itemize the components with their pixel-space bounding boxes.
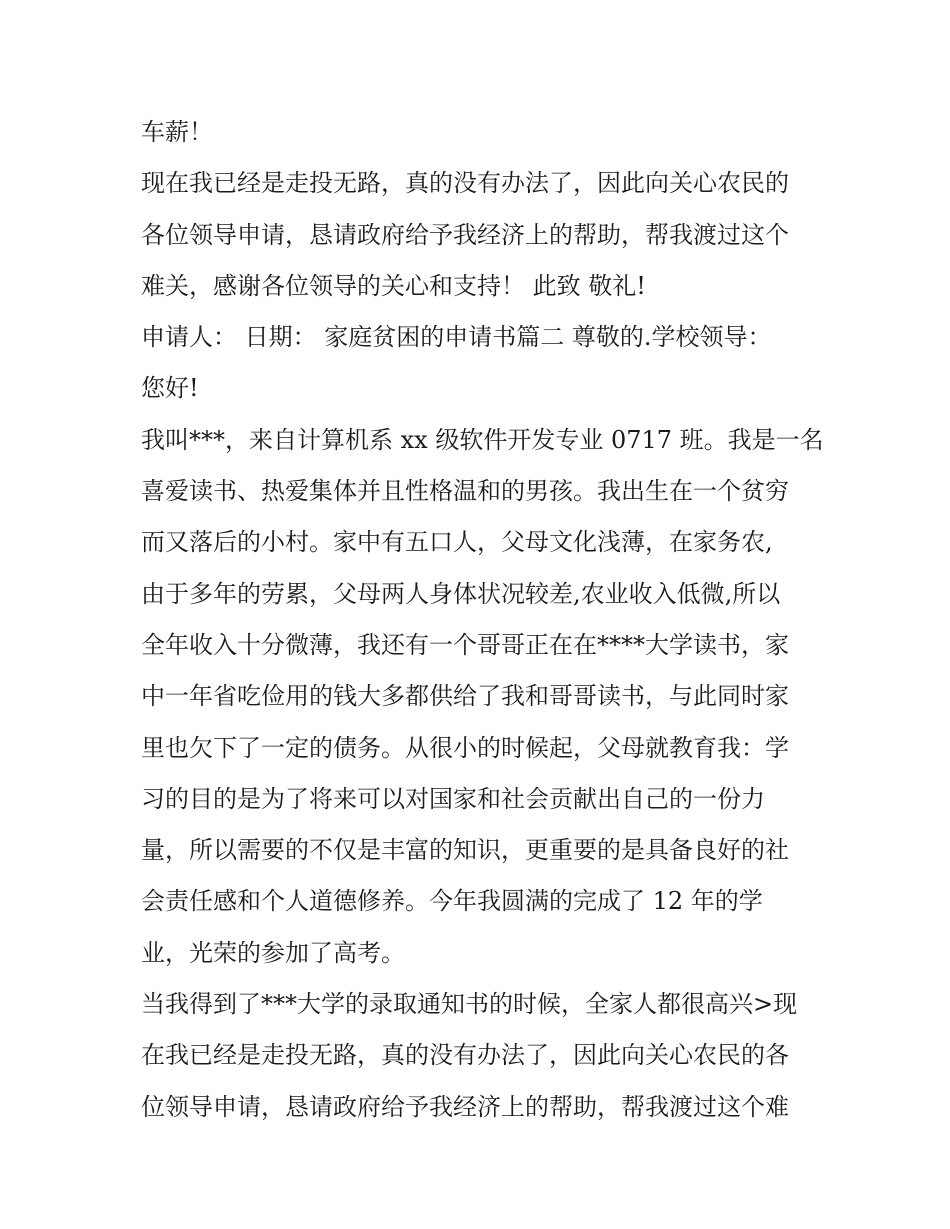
text-line: 我叫***，来自计算机系 xx 级软件开发专业 0717 班。我是一名 <box>141 425 824 454</box>
text-line: 而又落后的小村。家中有五口人，父母文化浅薄，在家务农, <box>141 528 773 557</box>
text-line: 喜爱读书、热爱集体并且性格温和的男孩。我出生在一个贫穷 <box>141 477 789 506</box>
text-line: 当我得到了***大学的录取通知书的时候，全家人都很高兴>现 <box>141 990 798 1019</box>
text-line: 各位领导申请，恳请政府给予我经济上的帮助，帮我渡过这个 <box>141 220 789 249</box>
text-line: 难关，感谢各位领导的关心和支持！ 此致 敬礼! <box>141 271 646 300</box>
text-line: 车薪！ <box>141 118 213 146</box>
text-line: 业，光荣的参加了高考。 <box>141 938 405 967</box>
document-body <box>141 107 831 1133</box>
text-line: 量，所以需要的不仅是丰富的知识，更重要的是具备良好的社 <box>141 836 789 865</box>
text-line: 里也欠下了一定的债务。从很小的时候起，父母就教育我：学 <box>141 733 789 762</box>
text-line: 现在我已经是走投无路，真的没有办法了，因此向关心农民的 <box>141 169 789 198</box>
text-line: 在我已经是走投无路，真的没有办法了，因此向关心农民的各 <box>141 1041 789 1070</box>
text-line: 会责任感和个人道德修养。今年我圆满的完成了 12 年的学 <box>141 887 763 916</box>
text-line: 申请人： 日期： 家庭贫困的申请书篇二 尊敬的.学校领导： <box>141 323 772 352</box>
text-line: 全年收入十分微薄，我还有一个哥哥正在在****大学读书，家 <box>141 630 789 659</box>
text-line: 习的目的是为了将来可以对国家和社会贡献出自己的一份力 <box>141 784 765 813</box>
text-line: 位领导申请，恳请政府给予我经济上的帮助，帮我渡过这个难 <box>141 1092 789 1121</box>
text-line: 您好! <box>141 374 199 403</box>
text-line: 中一年省吃俭用的钱大多都供给了我和哥哥读书，与此同时家 <box>141 682 789 711</box>
text-line: 由于多年的劳累，父母两人身体状况较差,农业收入低微,所以 <box>141 579 781 608</box>
